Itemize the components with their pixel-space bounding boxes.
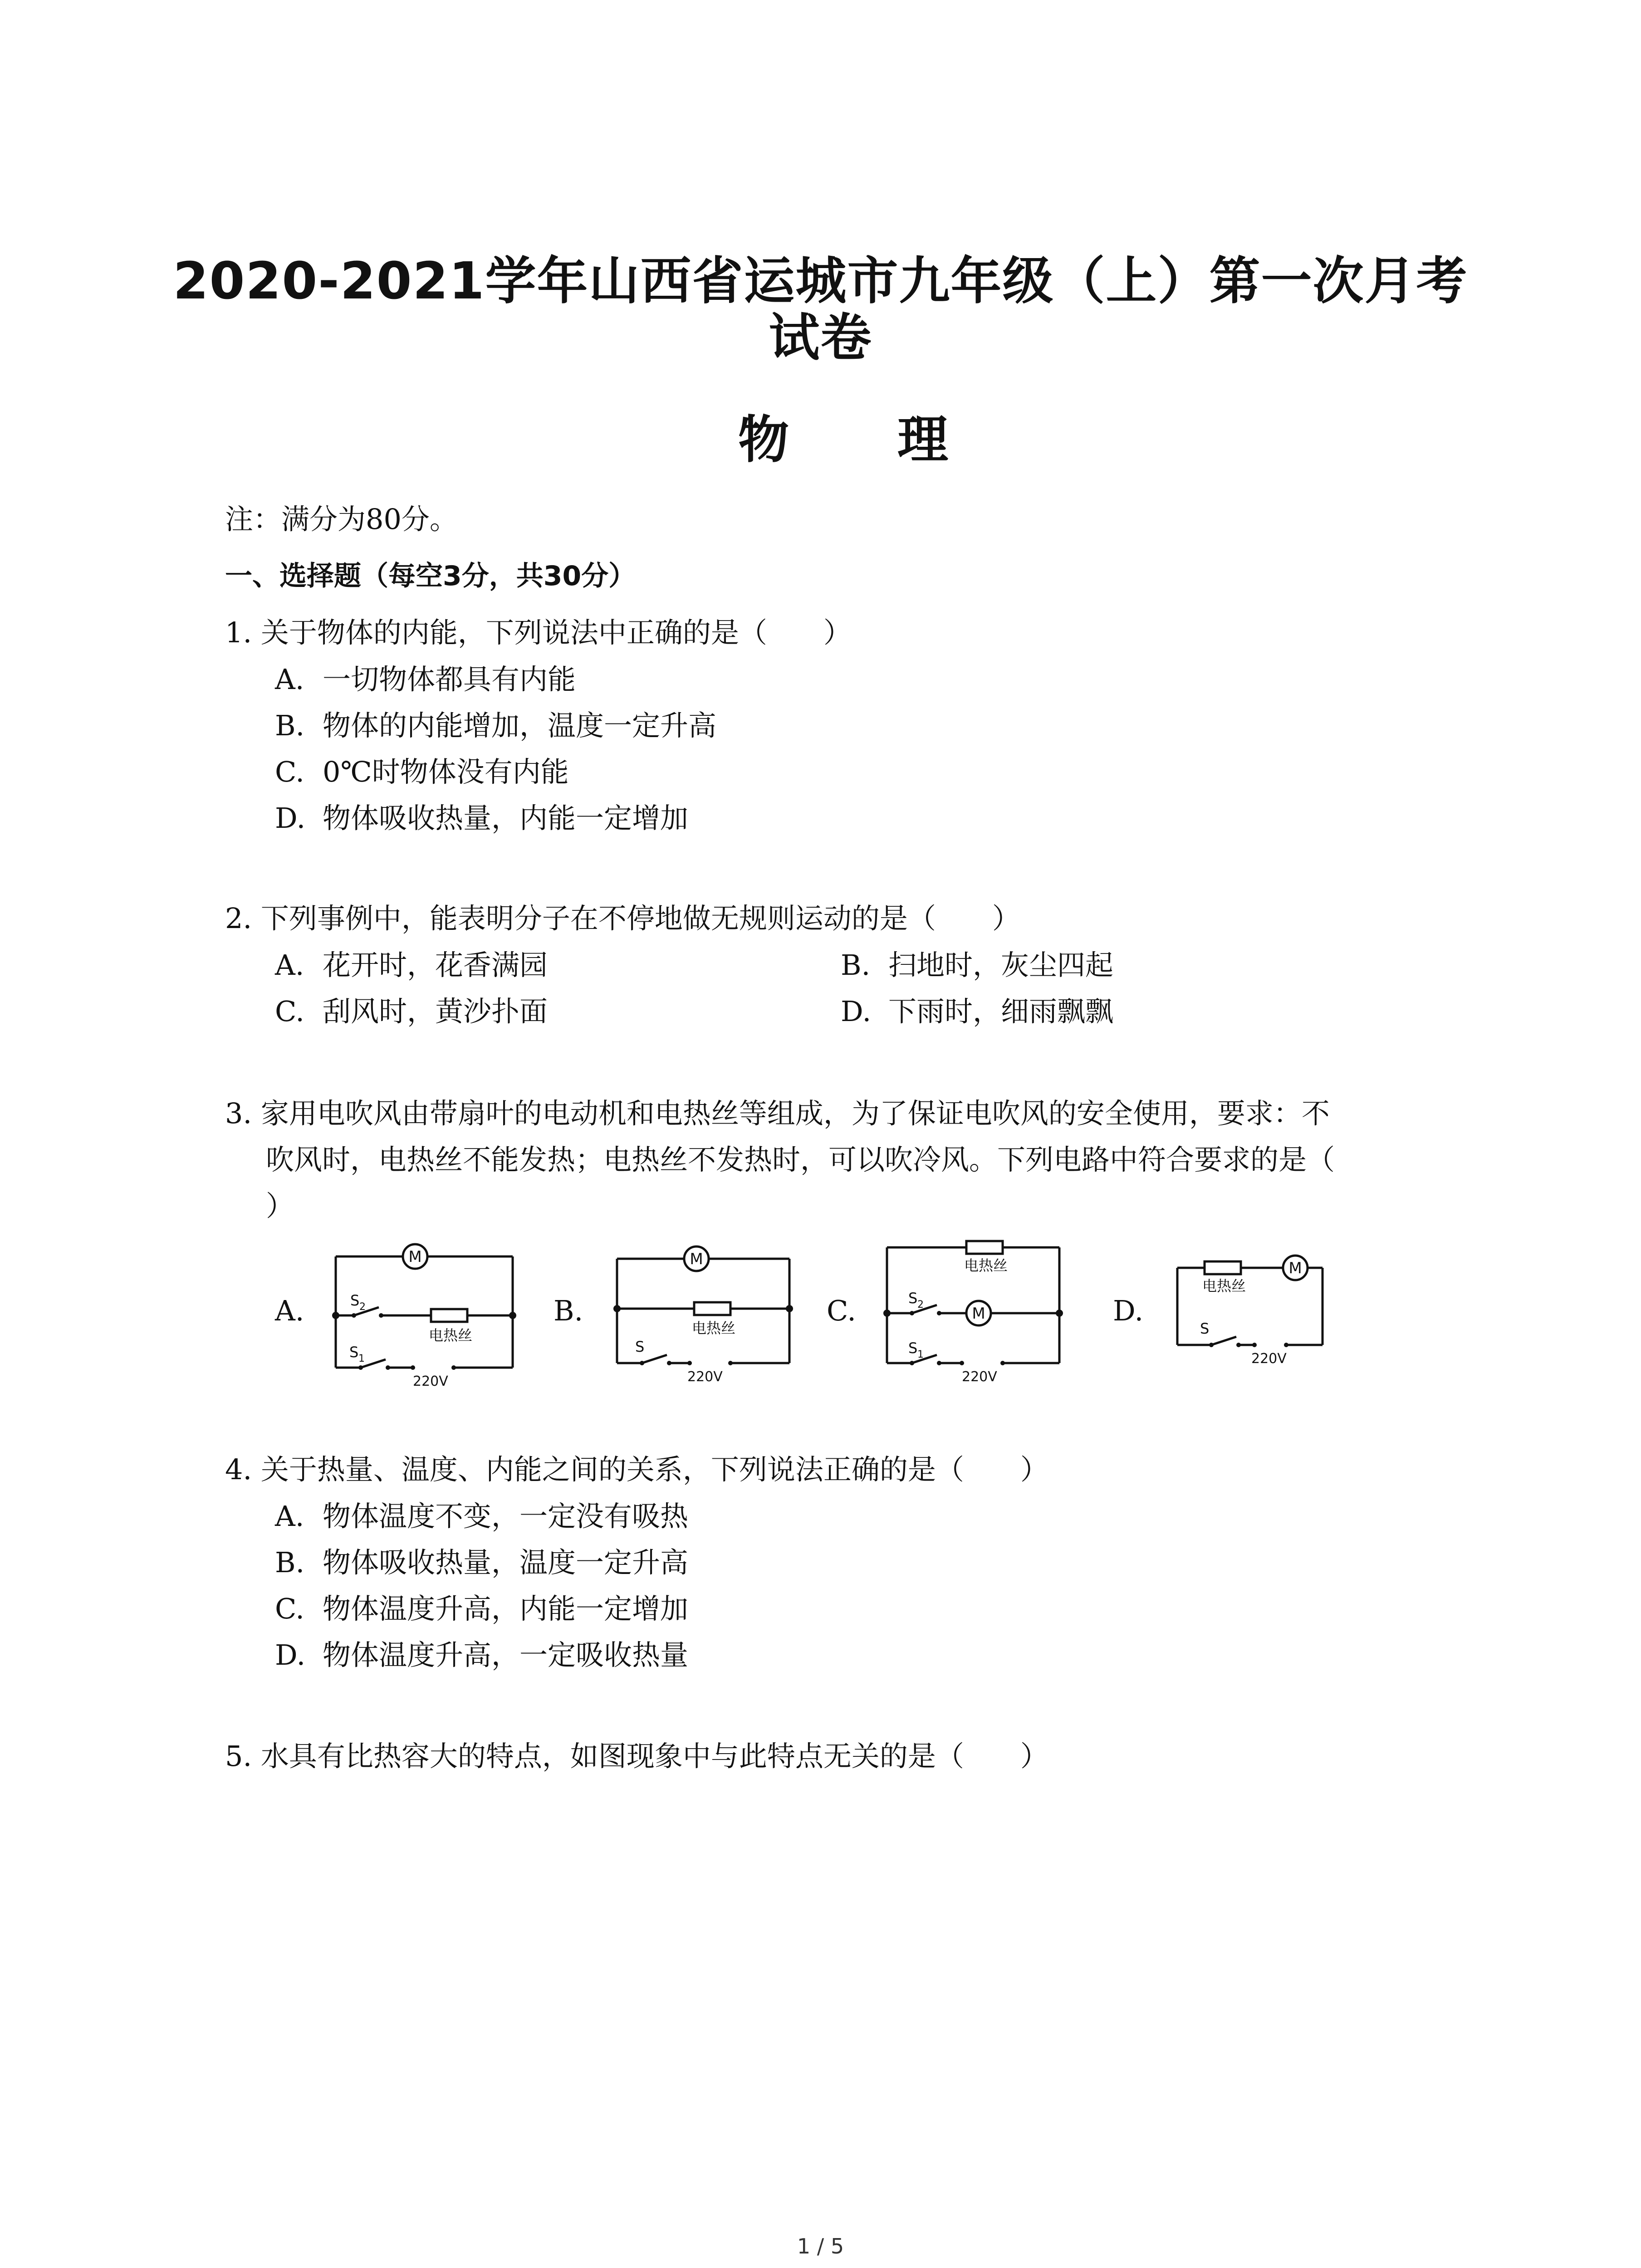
option-text: 物体温度升高，内能一定增加 — [323, 1592, 689, 1625]
question-4-option-b — [275, 1545, 688, 1581]
subject-title: 物 理 — [738, 411, 994, 469]
heater-label: 电热丝 — [964, 1257, 1008, 1274]
question-1-option-c — [275, 754, 569, 790]
question-5-stem: 5. 水具有比热容大的特点，如图现象中与此特点无关的是（ ） — [225, 1740, 1048, 1773]
question-3-stem-line1: 3. 家用电吹风由带扇叶的电动机和电热丝等组成，为了保证电吹风的安全使用，要求：不 — [225, 1097, 1330, 1130]
section-heading: 一、选择题（每空3分，共30分） — [225, 560, 636, 592]
heater-label: 电热丝 — [692, 1320, 736, 1337]
question-1-option-a — [275, 661, 576, 698]
question-2-option-b — [841, 947, 1113, 983]
switch-label: S — [1200, 1320, 1210, 1337]
question-3-stem-line3: ） — [266, 1189, 294, 1222]
option-letter: D. — [275, 802, 306, 835]
motor-label: M — [972, 1305, 985, 1323]
circuit-c-letter: C. — [827, 1294, 856, 1327]
switch-subscript: 2 — [359, 1301, 366, 1313]
circuit-a-letter: A. — [275, 1294, 304, 1327]
circuit-b-letter: B. — [554, 1294, 583, 1327]
option-text: 物体吸收热量，内能一定增加 — [323, 802, 689, 835]
circuit-diagram-d — [1166, 1243, 1334, 1379]
question-2-stem: 2. 下列事例中，能表明分子在不停地做无规则运动的是（ ） — [225, 902, 1020, 935]
switch-label: S — [908, 1339, 918, 1357]
motor-label: M — [408, 1248, 422, 1266]
option-text: 下雨时，细雨飘飘 — [888, 995, 1114, 1028]
question-4-option-c — [275, 1591, 688, 1627]
circuit-diagram-b — [603, 1232, 803, 1390]
option-letter: B. — [841, 948, 871, 982]
option-text: 花开时，花香满园 — [323, 948, 548, 982]
option-letter: A. — [275, 948, 304, 982]
option-letter: A. — [275, 1500, 304, 1533]
page-indicator: 1 / 5 — [797, 2234, 844, 2258]
exam-title-line2: 试卷 — [769, 308, 872, 367]
option-letter: C. — [275, 995, 304, 1028]
option-text: 扫地时，灰尘四起 — [888, 948, 1114, 982]
circuit-d-letter: D. — [1113, 1294, 1144, 1327]
circuit-diagram-a — [322, 1229, 526, 1393]
score-note: 注：满分为80分。 — [225, 503, 458, 536]
question-2-option-d — [841, 993, 1113, 1030]
question-2-option-a — [275, 947, 548, 983]
option-letter: A. — [275, 663, 304, 696]
switch-label: S — [350, 1292, 360, 1309]
option-text: 0℃时物体没有内能 — [323, 755, 569, 788]
exam-title-line1: 2020-2021学年山西省运城市九年级（上）第一次月考 — [173, 252, 1468, 311]
question-4-stem: 4. 关于热量、温度、内能之间的关系，下列说法正确的是（ ） — [225, 1453, 1048, 1486]
option-text: 物体温度升高，一定吸收热量 — [323, 1638, 689, 1672]
option-letter: B. — [275, 1546, 305, 1579]
switch-label: S — [349, 1344, 359, 1361]
option-letter: B. — [275, 709, 305, 742]
option-letter: C. — [275, 1592, 304, 1625]
option-text: 物体吸收热量，温度一定升高 — [323, 1546, 689, 1579]
switch-subscript: 1 — [917, 1349, 924, 1360]
circuit-diagram-c — [876, 1222, 1071, 1390]
heater-label: 电热丝 — [429, 1327, 473, 1344]
voltage-label: 220V — [687, 1369, 723, 1385]
option-text: 刮风时，黄沙扑面 — [323, 995, 548, 1028]
switch-label: S — [908, 1290, 918, 1307]
voltage-label: 220V — [962, 1369, 997, 1385]
switch-subscript: 2 — [917, 1299, 924, 1310]
voltage-label: 220V — [1251, 1351, 1287, 1367]
question-2-option-c — [275, 993, 548, 1030]
option-letter: D. — [841, 995, 872, 1028]
option-text: 一切物体都具有内能 — [323, 663, 576, 696]
option-text: 物体的内能增加，温度一定升高 — [323, 709, 717, 742]
option-text: 物体温度不变，一定没有吸热 — [323, 1500, 689, 1533]
option-letter: D. — [275, 1638, 306, 1672]
motor-label: M — [1288, 1259, 1302, 1277]
question-4-option-d — [275, 1637, 688, 1673]
voltage-label: 220V — [413, 1374, 448, 1389]
question-4-option-a — [275, 1498, 688, 1535]
heater-label: 电热丝 — [1202, 1277, 1246, 1295]
question-1-option-d — [275, 800, 688, 836]
switch-subscript: 1 — [358, 1353, 365, 1364]
switch-label: S — [635, 1338, 645, 1355]
question-3-stem-line2: 吹风时，电热丝不能发热；电热丝不发热时，可以吹冷风。下列电路中符合要求的是（ — [266, 1143, 1335, 1176]
question-1-option-b — [275, 708, 716, 744]
option-letter: C. — [275, 755, 304, 788]
question-1-stem: 1. 关于物体的内能，下列说法中正确的是（ ） — [225, 616, 852, 649]
motor-label: M — [690, 1250, 703, 1268]
